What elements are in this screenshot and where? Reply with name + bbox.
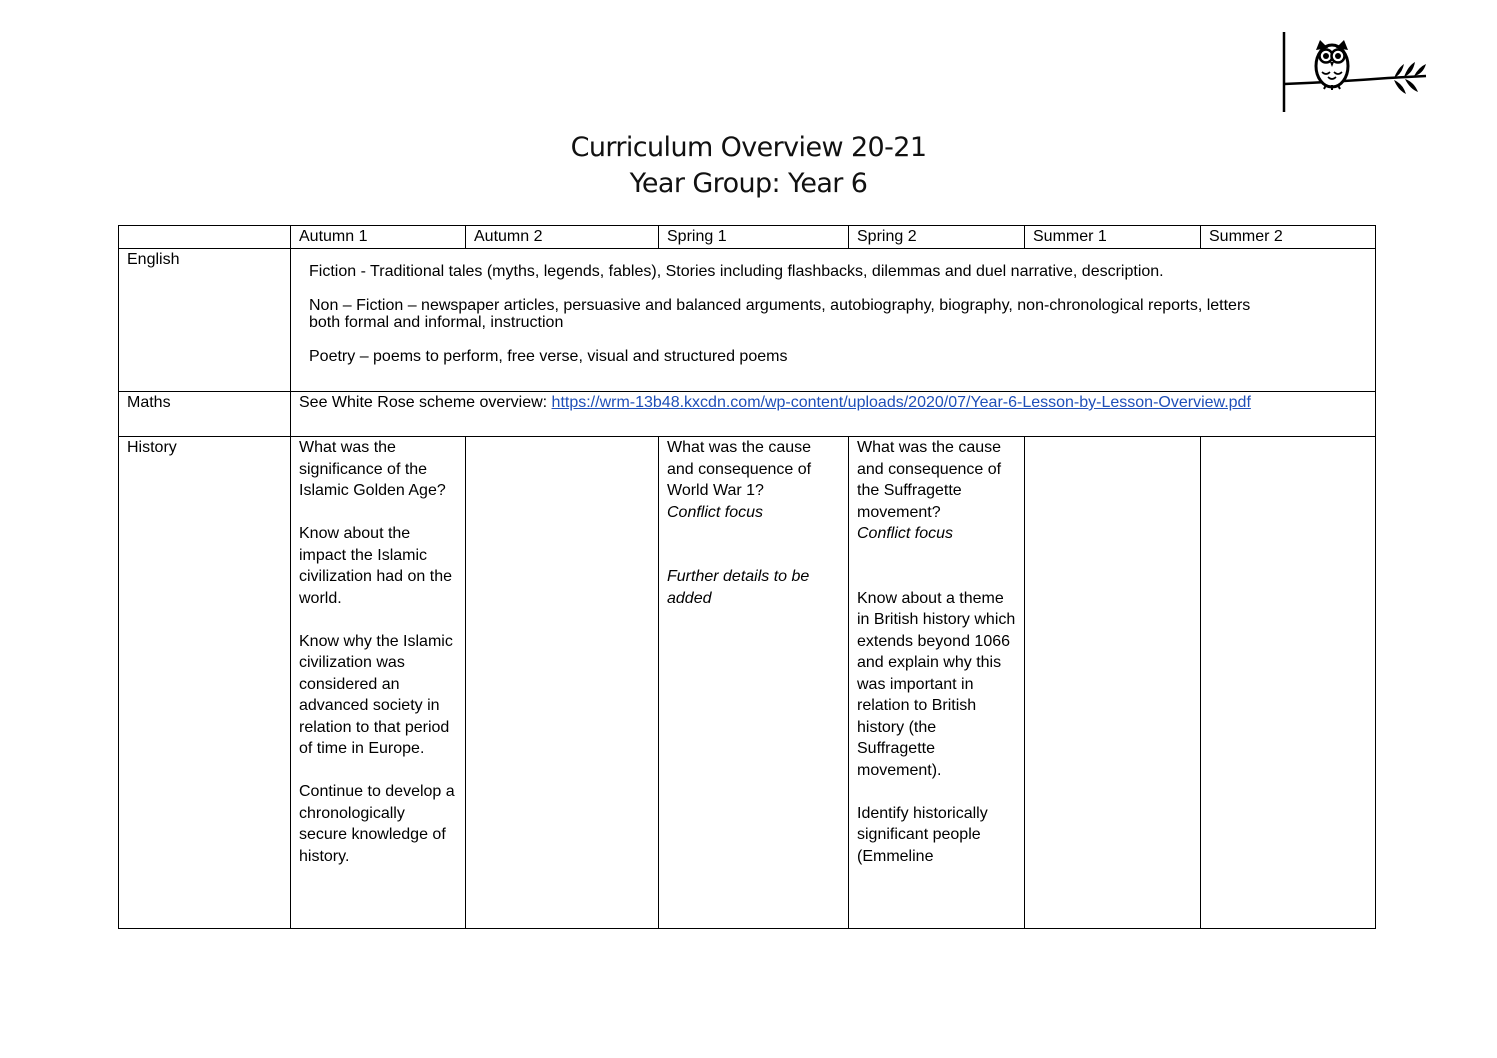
column-header-autumn-1: Autumn 1 [291, 226, 466, 249]
english-fiction: Fiction - Traditional tales (myths, legends, fables), Stories including flashbacks, dilemmas and duel narrative, description. [309, 263, 1164, 280]
history-autumn1-question: What was the significance of the Islamic Golden Age? [299, 439, 446, 499]
history-spring1-focus: Conflict focus [667, 503, 764, 521]
subject-english: English [119, 249, 291, 392]
english-row [119, 249, 1376, 392]
corner-cell [119, 226, 291, 249]
history-autumn1-point-1: Know about the impact the Islamic civilization had on the world. [299, 525, 452, 607]
history-autumn-1 [291, 437, 466, 929]
white-rose-link[interactable]: https://wrm-13b48.kxcdn.com/wp-content/uploads/2020/07/Year-6-Lesson-by-Lesson-Overview.pdf [551, 394, 1251, 411]
history-row [119, 437, 1376, 929]
year-group-title: Year Group: Year 6 [629, 168, 868, 199]
history-spring2-focus: Conflict focus [857, 525, 954, 542]
english-content-cell [291, 249, 1376, 392]
header-row [119, 226, 1376, 249]
history-spring2-question: What was the cause and consequence of the Suffragette movement? [857, 439, 1002, 521]
maths-prefix: See White Rose scheme overview: [299, 394, 552, 411]
curriculum-table [118, 225, 1376, 929]
history-summer-2 [1201, 437, 1376, 929]
history-autumn-2 [466, 437, 659, 929]
history-spring2-people: Identify historically significant people (Emmeline [857, 804, 988, 865]
column-header-spring-2: Spring 2 [849, 226, 1025, 249]
history-autumn1-point-2: Know why the Islamic civilization was considered an advanced society in relation to that period of time in Europe. [299, 632, 453, 757]
history-summer-1 [1025, 437, 1201, 929]
history-spring1-note: Further details to be added [667, 568, 810, 607]
owl-on-branch-icon [1276, 28, 1436, 114]
subject-history: History [119, 437, 291, 929]
english-non-fiction: Non – Fiction – newspaper articles, persuasive and balanced arguments, autobiography, biography, non-chronological reports, letters both formal and informal, instruction [309, 297, 1251, 331]
maths-row [119, 392, 1376, 437]
column-header-summer-1: Summer 1 [1025, 226, 1201, 249]
history-spring1-question: What was the cause and consequence of World War 1? [667, 439, 812, 499]
school-logo [1276, 28, 1436, 114]
column-header-summer-2: Summer 2 [1201, 226, 1376, 249]
document-heading [0, 130, 1497, 202]
column-header-spring-1: Spring 1 [659, 226, 849, 249]
page-title: Curriculum Overview 20-21 [570, 132, 927, 163]
column-header-autumn-2: Autumn 2 [466, 226, 659, 249]
maths-content-cell [291, 392, 1376, 437]
history-autumn1-point-3: Continue to develop a chronologically secure knowledge of history. [299, 783, 455, 865]
history-spring2-theme: Know about a theme in British history which extends beyond 1066 and explain why this was important in relation to British history (the Suffragette movement). [857, 589, 1016, 779]
history-spring-1 [659, 437, 849, 929]
history-spring-2 [849, 437, 1025, 929]
subject-maths: Maths [119, 392, 291, 437]
english-poetry: Poetry – poems to perform, free verse, visual and structured poems [309, 348, 788, 365]
